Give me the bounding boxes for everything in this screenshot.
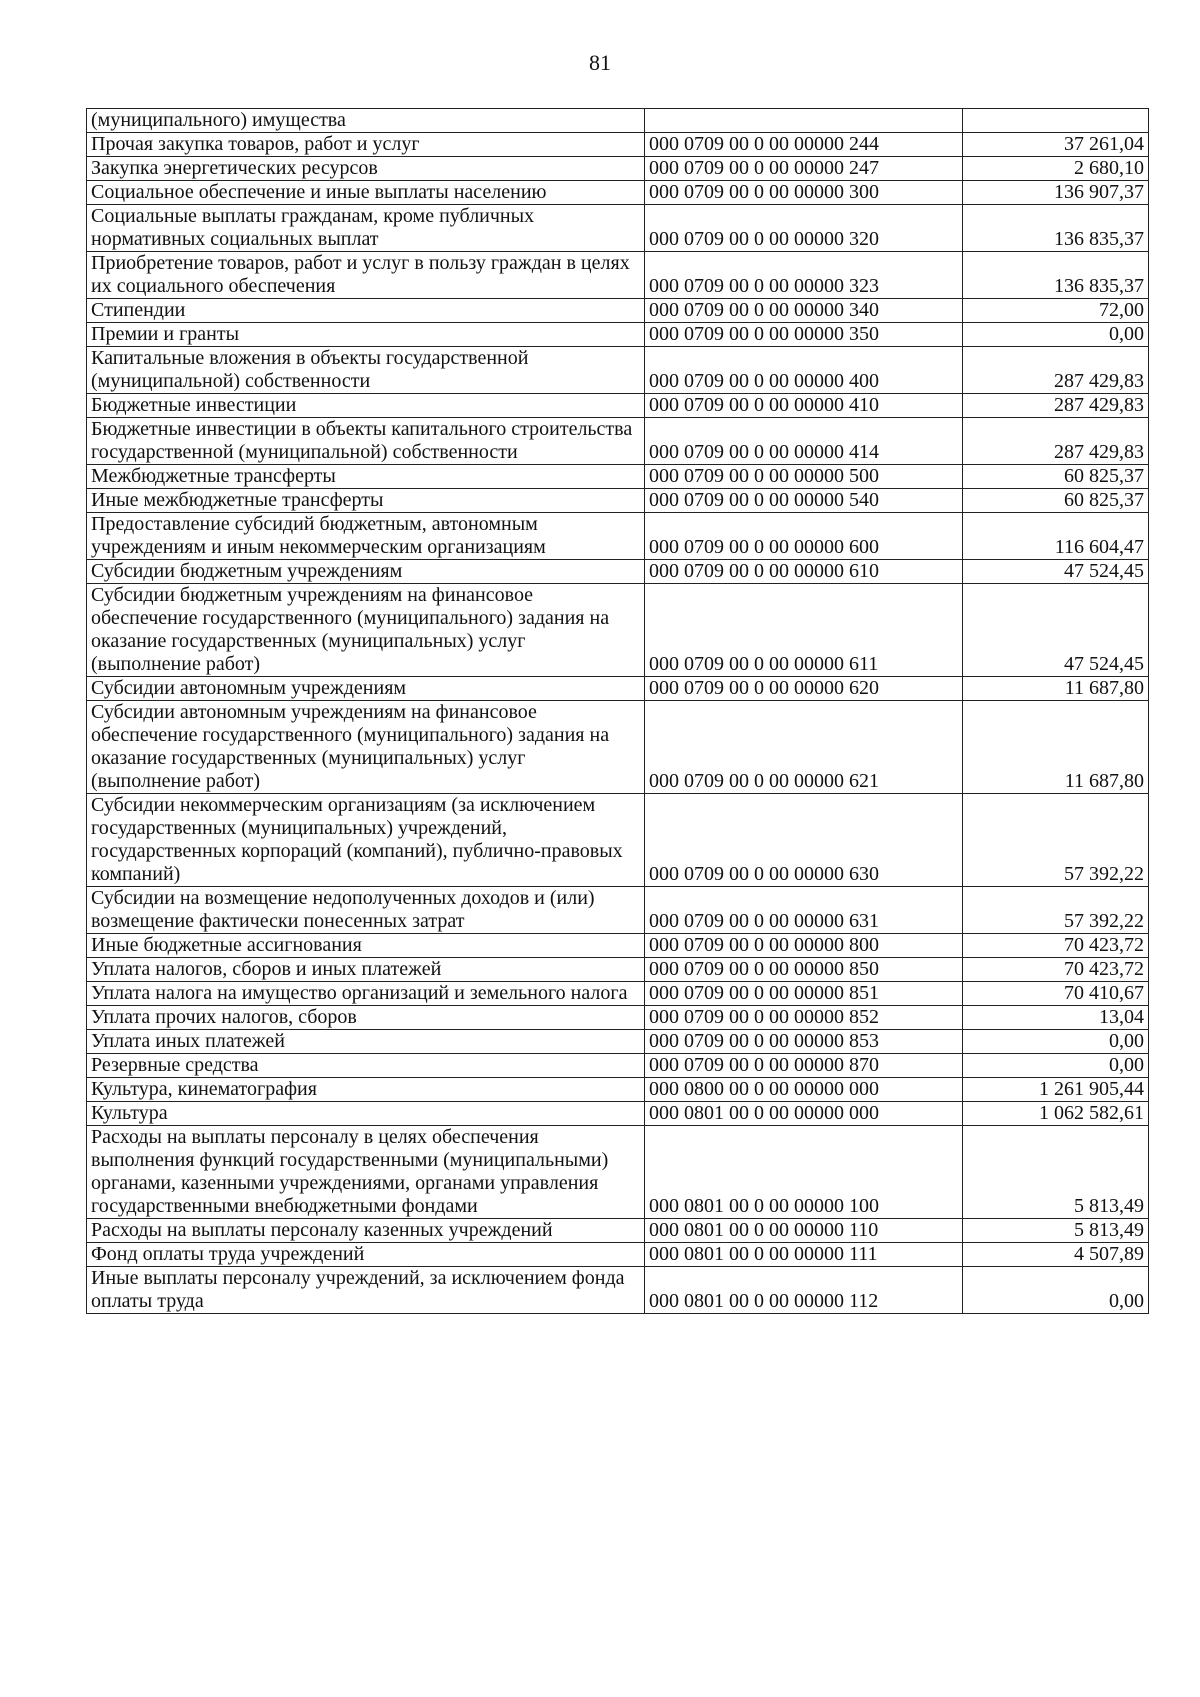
row-amount-cell: 0,00	[963, 323, 1149, 347]
row-code-cell: 000 0709 00 0 00 00000 340	[645, 299, 963, 323]
table-row	[87, 1267, 1149, 1314]
table-row	[87, 157, 1149, 181]
row-name-cell: Фонд оплаты труда учреждений	[87, 1243, 645, 1267]
row-name-cell: Расходы на выплаты персоналу казенных учреждений	[87, 1219, 645, 1243]
row-code-cell: 000 0801 00 0 00 00000 112	[645, 1267, 963, 1314]
table-row	[87, 1219, 1149, 1243]
row-amount-cell: 11 687,80	[963, 701, 1149, 794]
row-amount-cell: 0,00	[963, 1267, 1149, 1314]
row-amount-cell: 0,00	[963, 1030, 1149, 1054]
row-code-cell: 000 0801 00 0 00 00000 111	[645, 1243, 963, 1267]
row-code-cell	[645, 109, 963, 133]
table-row	[87, 934, 1149, 958]
row-code-cell: 000 0709 00 0 00 00000 620	[645, 677, 963, 701]
row-amount-cell: 1 062 582,61	[963, 1102, 1149, 1126]
row-amount-cell: 60 825,37	[963, 465, 1149, 489]
row-code-cell: 000 0709 00 0 00 00000 853	[645, 1030, 963, 1054]
row-code-cell: 000 0709 00 0 00 00000 870	[645, 1054, 963, 1078]
table-row	[87, 513, 1149, 560]
row-amount-cell	[963, 109, 1149, 133]
row-name-cell: Уплата налогов, сборов и иных платежей	[87, 958, 645, 982]
row-name-cell: Субсидии бюджетным учреждениям	[87, 560, 645, 584]
row-name-cell: Культура	[87, 1102, 645, 1126]
table-row	[87, 133, 1149, 157]
row-code-cell: 000 0709 00 0 00 00000 400	[645, 347, 963, 394]
row-code-cell: 000 0709 00 0 00 00000 631	[645, 887, 963, 934]
table-row	[87, 109, 1149, 133]
table-row	[87, 701, 1149, 794]
row-name-cell: Уплата иных платежей	[87, 1030, 645, 1054]
row-amount-cell: 116 604,47	[963, 513, 1149, 560]
table-row	[87, 299, 1149, 323]
row-code-cell: 000 0709 00 0 00 00000 414	[645, 418, 963, 465]
table-row	[87, 347, 1149, 394]
table-row	[87, 323, 1149, 347]
row-name-cell: Субсидии бюджетным учреждениям на финансовое обеспечение государственного (муниципального) задания на оказание государственных (муниципальных) услуг (выполнение работ)	[87, 584, 645, 677]
table-row	[87, 1102, 1149, 1126]
row-name-cell: (муниципального) имущества	[87, 109, 645, 133]
table-row	[87, 794, 1149, 887]
table-row	[87, 1006, 1149, 1030]
row-name-cell: Субсидии некоммерческим организациям (за исключением государственных (муниципальных) учреждений, государственных корпораций (компаний), публично-правовых компаний)	[87, 794, 645, 887]
table-row	[87, 489, 1149, 513]
row-amount-cell: 136 907,37	[963, 181, 1149, 205]
row-code-cell: 000 0709 00 0 00 00000 851	[645, 982, 963, 1006]
row-amount-cell: 0,00	[963, 1054, 1149, 1078]
row-name-cell: Уплата налога на имущество организаций и земельного налога	[87, 982, 645, 1006]
row-code-cell: 000 0709 00 0 00 00000 500	[645, 465, 963, 489]
row-name-cell: Культура, кинематография	[87, 1078, 645, 1102]
table-row	[87, 252, 1149, 299]
row-code-cell: 000 0801 00 0 00 00000 110	[645, 1219, 963, 1243]
row-amount-cell: 70 423,72	[963, 934, 1149, 958]
row-name-cell: Социальное обеспечение и иные выплаты населению	[87, 181, 645, 205]
row-amount-cell: 11 687,80	[963, 677, 1149, 701]
table-row	[87, 1054, 1149, 1078]
row-amount-cell: 72,00	[963, 299, 1149, 323]
row-amount-cell: 2 680,10	[963, 157, 1149, 181]
row-code-cell: 000 0801 00 0 00 00000 100	[645, 1126, 963, 1219]
row-name-cell: Субсидии автономным учреждениям на финансовое обеспечение государственного (муниципального) задания на оказание государственных (муниципальных) услуг (выполнение работ)	[87, 701, 645, 794]
budget-table	[86, 108, 1149, 1314]
row-amount-cell: 5 813,49	[963, 1126, 1149, 1219]
row-amount-cell: 13,04	[963, 1006, 1149, 1030]
table-row	[87, 1030, 1149, 1054]
row-amount-cell: 287 429,83	[963, 347, 1149, 394]
row-name-cell: Иные бюджетные ассигнования	[87, 934, 645, 958]
row-code-cell: 000 0709 00 0 00 00000 611	[645, 584, 963, 677]
row-code-cell: 000 0709 00 0 00 00000 323	[645, 252, 963, 299]
row-name-cell: Закупка энергетических ресурсов	[87, 157, 645, 181]
row-code-cell: 000 0709 00 0 00 00000 610	[645, 560, 963, 584]
row-amount-cell: 47 524,45	[963, 584, 1149, 677]
row-code-cell: 000 0709 00 0 00 00000 621	[645, 701, 963, 794]
page-number: 81	[589, 50, 611, 75]
row-code-cell: 000 0801 00 0 00 00000 000	[645, 1102, 963, 1126]
table-row	[87, 887, 1149, 934]
row-name-cell: Межбюджетные трансферты	[87, 465, 645, 489]
row-name-cell: Премии и гранты	[87, 323, 645, 347]
table-row	[87, 1243, 1149, 1267]
row-amount-cell: 57 392,22	[963, 794, 1149, 887]
row-name-cell: Уплата прочих налогов, сборов	[87, 1006, 645, 1030]
row-code-cell: 000 0709 00 0 00 00000 350	[645, 323, 963, 347]
row-amount-cell: 1 261 905,44	[963, 1078, 1149, 1102]
row-code-cell: 000 0709 00 0 00 00000 244	[645, 133, 963, 157]
table-row	[87, 418, 1149, 465]
row-name-cell: Приобретение товаров, работ и услуг в пользу граждан в целях их социального обеспечения	[87, 252, 645, 299]
table-row	[87, 584, 1149, 677]
row-amount-cell: 70 423,72	[963, 958, 1149, 982]
row-amount-cell: 136 835,37	[963, 205, 1149, 252]
row-code-cell: 000 0709 00 0 00 00000 300	[645, 181, 963, 205]
row-name-cell: Бюджетные инвестиции	[87, 394, 645, 418]
table-row	[87, 1126, 1149, 1219]
row-name-cell: Резервные средства	[87, 1054, 645, 1078]
row-name-cell: Расходы на выплаты персоналу в целях обеспечения выполнения функций государственными (муниципальными) органами, казенными учреждениями, органами управления государственными внебюджетными фондами	[87, 1126, 645, 1219]
row-amount-cell: 287 429,83	[963, 394, 1149, 418]
row-amount-cell: 5 813,49	[963, 1219, 1149, 1243]
row-amount-cell: 60 825,37	[963, 489, 1149, 513]
row-name-cell: Стипендии	[87, 299, 645, 323]
row-name-cell: Капитальные вложения в объекты государственной (муниципальной) собственности	[87, 347, 645, 394]
row-name-cell: Бюджетные инвестиции в объекты капитального строительства государственной (муниципальной) собственности	[87, 418, 645, 465]
row-name-cell: Иные межбюджетные трансферты	[87, 489, 645, 513]
row-code-cell: 000 0709 00 0 00 00000 410	[645, 394, 963, 418]
row-amount-cell: 47 524,45	[963, 560, 1149, 584]
row-amount-cell: 37 261,04	[963, 133, 1149, 157]
row-code-cell: 000 0709 00 0 00 00000 247	[645, 157, 963, 181]
table-row	[87, 958, 1149, 982]
table-row	[87, 181, 1149, 205]
row-amount-cell: 70 410,67	[963, 982, 1149, 1006]
row-code-cell: 000 0709 00 0 00 00000 850	[645, 958, 963, 982]
table-row	[87, 394, 1149, 418]
row-amount-cell: 57 392,22	[963, 887, 1149, 934]
table-row	[87, 1078, 1149, 1102]
row-code-cell: 000 0709 00 0 00 00000 852	[645, 1006, 963, 1030]
row-code-cell: 000 0709 00 0 00 00000 800	[645, 934, 963, 958]
table-row	[87, 982, 1149, 1006]
row-amount-cell: 287 429,83	[963, 418, 1149, 465]
row-name-cell: Субсидии на возмещение недополученных доходов и (или) возмещение фактически понесенных затрат	[87, 887, 645, 934]
table-row	[87, 560, 1149, 584]
row-name-cell: Субсидии автономным учреждениям	[87, 677, 645, 701]
table-row	[87, 205, 1149, 252]
row-code-cell: 000 0800 00 0 00 00000 000	[645, 1078, 963, 1102]
row-code-cell: 000 0709 00 0 00 00000 320	[645, 205, 963, 252]
table-row	[87, 677, 1149, 701]
row-code-cell: 000 0709 00 0 00 00000 600	[645, 513, 963, 560]
row-name-cell: Социальные выплаты гражданам, кроме публичных нормативных социальных выплат	[87, 205, 645, 252]
row-amount-cell: 4 507,89	[963, 1243, 1149, 1267]
row-code-cell: 000 0709 00 0 00 00000 540	[645, 489, 963, 513]
row-name-cell: Прочая закупка товаров, работ и услуг	[87, 133, 645, 157]
row-code-cell: 000 0709 00 0 00 00000 630	[645, 794, 963, 887]
row-name-cell: Предоставление субсидий бюджетным, автономным учреждениям и иным некоммерческим организациям	[87, 513, 645, 560]
row-name-cell: Иные выплаты персоналу учреждений, за исключением фонда оплаты труда	[87, 1267, 645, 1314]
table-row	[87, 465, 1149, 489]
row-amount-cell: 136 835,37	[963, 252, 1149, 299]
